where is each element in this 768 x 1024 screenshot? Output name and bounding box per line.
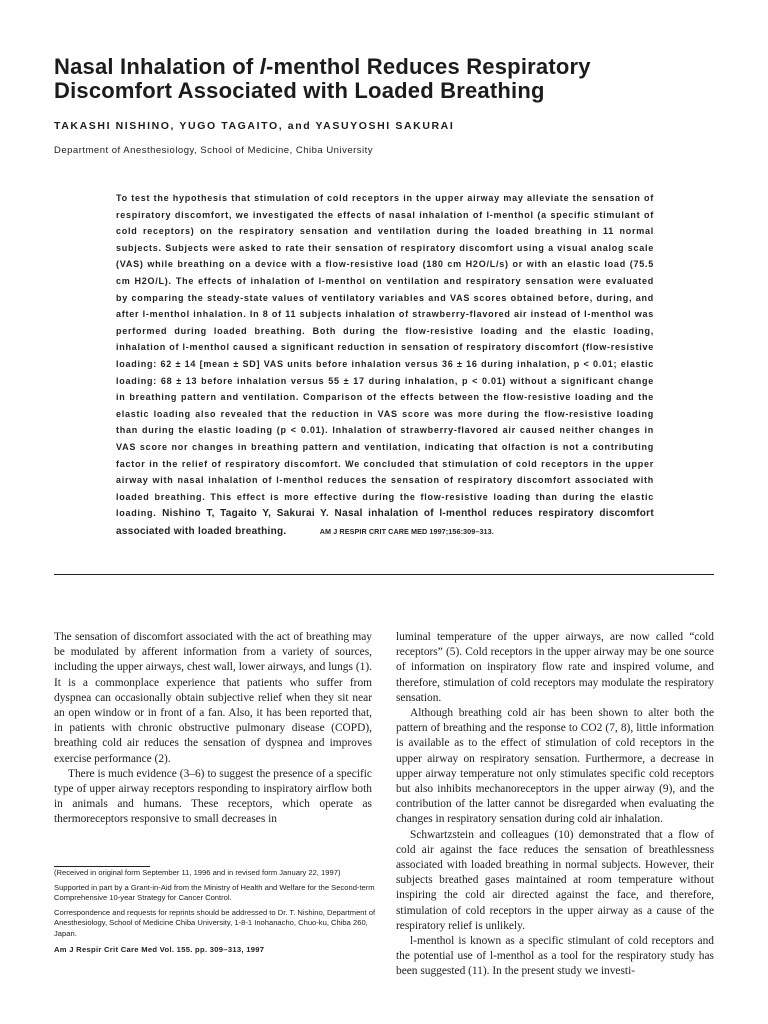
support-note: Supported in part by a Grant-in-Aid from the Ministry of Health and Welfare for the Second-term Comprehensive 10-year Strategy for Cancer Control.: [54, 882, 375, 902]
author-list: TAKASHI NISHINO, YUGO TAGAITO, and YASUYOSHI SAKURAI: [54, 120, 455, 132]
body-paragraph: luminal temperature of the upper airways, are now called “cold receptors” (5). Cold receptors in the upper airway may be one source of information on inspiratory flow rate and inspired volume, and therefore, stimulation of cold receptors may modulate the respiratory sensation.: [396, 631, 714, 704]
body-paragraph: There is much evidence (3–6) to suggest the presence of a specific type of upper airway receptors responding to inspiratory airflow both in animals and humans. These receptors, which operate as thermoreceptors responsive to small decreases in: [54, 767, 372, 826]
affiliation: Department of Anesthesiology, School of Medicine, Chiba University: [54, 145, 374, 156]
received-note: (Received in original form September 11, 1996 and in revised form January 22, 1997): [54, 868, 341, 877]
footnote-divider: [54, 866, 150, 867]
body-paragraph: The sensation of discomfort associated with the act of breathing may be modulated by afferent information from a variety of sources, including the upper airways, chest wall, lower airways, and lungs (1). It is a commonplace experience that patients who suffer from dyspnea can occasionally obtain subjective relief when they sit near an open window or in front of a fan. Also, it has been reported that, in patients with chronic obstructive pulmonary disease (COPD), breathing cold air reduces the sensation of dyspnea and improves exercise performance (2).: [54, 631, 372, 765]
footnotes: [54, 868, 376, 960]
title-line2: Discomfort Associated with Loaded Breathing: [54, 78, 545, 103]
journal-footer: Am J Respir Crit Care Med Vol. 155. pp. 309–313, 1997: [54, 945, 265, 954]
correspondence-note: Correspondence and requests for reprints should be addressed to Dr. T. Nishino, Department of Anesthesiology, School of Medicine Chiba University, 1-8-1 Inohanacho, Chuo-ku, Chiba 260, Japan.: [54, 907, 376, 938]
abstract-journal-ref: AM J RESPIR CRIT CARE MED 1997;156:309–313.: [319, 526, 494, 536]
title-line1-pre: Nasal Inhalation of: [54, 54, 260, 79]
body-column-left: [54, 630, 372, 828]
abstract-text: To test the hypothesis that stimulation of cold receptors in the upper airway may alleviate the sensation of respiratory discomfort, we investigated the effects of nasal inhalation of l-menthol (a specific stimulant of cold receptors) on the respiratory sensation and ventilation during the loaded breathing in 11 normal subjects. Subjects were asked to rate their sensation of respiratory discomfort using a visual analog scale (VAS) while breathing on a device with a flow-resistive load (180 cm H2O/L/s) or with an elastic load (75.5 cm H2O/L). The effects of inhalation of l-menthol on ventilation and respiratory sensation were evaluated by comparing the steady-state values of ventilatory variables and VAS scores obtained before, during, and after l-menthol inhalation. In 8 of 11 subjects inhalation of strawberry-flavored air instead of l-menthol was performed during loaded breathing. Both during the flow-resistive loading and the elastic loading, inhalation of l-menthol caused a significant reduction in sensation of respiratory discomfort (flow-resistive loading: 62 ± 14 [mean ± SD] VAS units before inhalation versus 36 ± 16 during inhalation, p < 0.01; elastic loading: 68 ± 13 before inhalation versus 55 ± 17 during inhalation, p < 0.01) without a significant change in breathing pattern and ventilation. Comparison of the effects between the flow-resistive loading and the elastic loading also revealed that the reduction in VAS score was more during the flow-resistive loading than during the elastic loading (p < 0.01). Inhalation of strawberry-flavored air caused neither changes in VAS score nor changes in breathing pattern and ventilation, indicating that olfaction is not a contributing factor in the relief of respiratory discomfort. We concluded that stimulation of cold receptors in the upper airway with nasal inhalation of l-menthol reduces the sensation of respiratory discomfort associated with loaded breathing. This effect is more effective during the flow-resistive loading than during the elastic loading.: [116, 193, 654, 519]
body-paragraph: l-menthol is known as a specific stimulant of cold receptors and the potential use of l-menthol as a tool for the respiratory study has been suggested (11). In the present study we investi-: [396, 935, 714, 978]
body-column-right: [396, 630, 714, 980]
body-paragraph: Although breathing cold air has been shown to alter both the pattern of breathing and the response to CO2 (7, 8), little information is available as to the effect of stimulation of cold receptors in the upper airway on respiratory sensation. Furthermore, a decrease in upper airway temperature not only stimulates specific cold receptors but also inhibits mechanoreceptors in the upper airway (9), and the contribution of the latter cannot be disregarded when evaluating the changes in respiratory sensation during cold air inhalation.: [396, 707, 714, 826]
title-line1-post: -menthol Reduces Respiratory: [266, 54, 591, 79]
abstract-citation: Nishino T, Tagaito Y, Sakurai Y. Nasal inhalation of l-menthol reduces respiratory discomfort associated with loaded breathing.: [116, 508, 654, 537]
section-divider: [54, 574, 714, 575]
body-paragraph: Schwartzstein and colleagues (10) demonstrated that a flow of cold air against the face reduces the sensation of breathlessness associated with loaded breathing in normal subjects. However, their subjects breathed gases maintained at room temperature without inspiring the cold air directed against the face, and therefore, stimulation of cold receptors in the upper airway as a cause of the respiratory relief is unlikely.: [396, 828, 714, 932]
paper-title: [54, 55, 734, 103]
title-line1-italic: l: [259, 54, 267, 79]
abstract: [116, 190, 654, 540]
